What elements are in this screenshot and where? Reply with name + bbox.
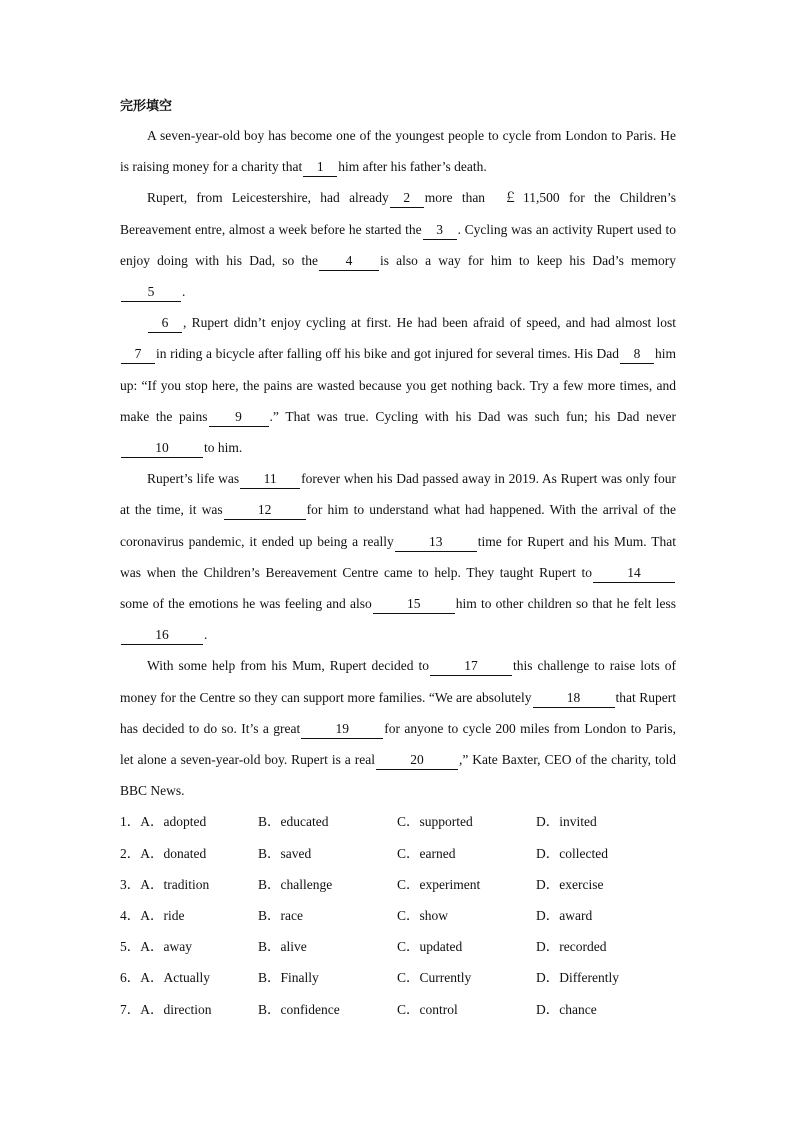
- option-text: A．donated: [140, 845, 207, 861]
- option-1-a[interactable]: [120, 806, 258, 837]
- option-1-b[interactable]: [258, 806, 397, 837]
- option-2-d[interactable]: [536, 838, 675, 869]
- blank-12[interactable]: 12: [224, 501, 306, 520]
- option-5-c[interactable]: [397, 931, 536, 962]
- passage-text: more than ￡11,500 for the Children’s Bereavement entre, almost a week before he started the: [120, 190, 676, 237]
- option-7-c[interactable]: [397, 994, 536, 1025]
- passage-text: With some help from his Mum, Rupert decided to: [147, 658, 430, 674]
- question-number: 7．: [120, 1001, 141, 1017]
- option-text: D．exercise: [536, 876, 604, 892]
- passage-text: for him to understand what had happened. With the arrival of the coronavirus pandemic, it ended up being a really: [120, 502, 676, 549]
- blank-2[interactable]: 2: [390, 189, 424, 208]
- blank-20[interactable]: 20: [376, 751, 458, 770]
- option-5-d[interactable]: [536, 931, 675, 962]
- option-text: C．earned: [397, 845, 456, 861]
- passage-text: for anyone to cycle 200 miles from London to Paris, let alone a seven-year-old boy. Rupert is a real: [120, 720, 676, 768]
- passage-text: him after his father’s death.: [338, 159, 487, 175]
- question-number: 3．: [120, 876, 141, 892]
- passage-text: some of the emotions he was feeling and also: [120, 596, 372, 612]
- option-3-a[interactable]: [120, 869, 258, 900]
- passage-paragraph: [120, 307, 676, 463]
- passage-text: in riding a bicycle after falling off his bike and got injured for several times. His Dad: [156, 346, 619, 362]
- option-text: A．ride: [140, 908, 185, 924]
- blank-19[interactable]: 19: [301, 720, 383, 739]
- option-7-a[interactable]: [120, 994, 258, 1025]
- passage-text: to him.: [204, 440, 243, 456]
- option-text: A．Actually: [140, 970, 210, 986]
- option-text: C．updated: [397, 939, 463, 955]
- blank-16[interactable]: 16: [121, 626, 203, 645]
- passage-text: , Rupert didn’t enjoy cycling at first. He had been afraid of speed, and had almost lost: [183, 315, 676, 331]
- passage-text: .: [204, 627, 208, 643]
- option-6-b[interactable]: [258, 962, 397, 993]
- question-number: 2．: [120, 845, 141, 861]
- blank-15[interactable]: 15: [373, 595, 455, 614]
- option-7-b[interactable]: [258, 994, 397, 1025]
- answer-options: [120, 806, 676, 1024]
- blank-4[interactable]: 4: [319, 252, 379, 271]
- passage-text: him up: “If you stop here, the pains are wasted because you get nothing back. Try a few more times, and make the pains: [120, 346, 676, 424]
- option-text: D．recorded: [536, 939, 607, 955]
- option-text: B．confidence: [258, 1001, 340, 1017]
- blank-9[interactable]: 9: [209, 408, 269, 427]
- document-page: [120, 96, 676, 1025]
- passage-paragraph: [120, 650, 676, 806]
- option-5-a[interactable]: [120, 931, 258, 962]
- option-text: D．Differently: [536, 970, 619, 986]
- option-text: A．away: [140, 939, 192, 955]
- option-text: C．show: [397, 908, 449, 924]
- passage-paragraph: [120, 120, 676, 182]
- blank-13[interactable]: 13: [395, 533, 477, 552]
- passage-text: . Cycling was an activity Rupert used to enjoy doing with his Dad, so the: [120, 221, 676, 268]
- question-number: 6．: [120, 970, 141, 986]
- option-text: A．tradition: [140, 876, 210, 892]
- blank-18[interactable]: 18: [533, 689, 615, 708]
- option-2-c[interactable]: [397, 838, 536, 869]
- section-heading: 完形填空: [120, 99, 173, 114]
- question-row: [120, 994, 676, 1025]
- blank-5[interactable]: 5: [121, 283, 181, 302]
- question-number: 5．: [120, 939, 141, 955]
- question-row: [120, 900, 676, 931]
- blank-10[interactable]: 10: [121, 439, 203, 458]
- option-text: C．control: [397, 1001, 458, 1017]
- option-3-d[interactable]: [536, 869, 675, 900]
- question-number: 1．: [120, 814, 141, 830]
- option-text: C．Currently: [397, 970, 472, 986]
- blank-14[interactable]: 14: [593, 564, 675, 583]
- passage-paragraph: [120, 463, 676, 650]
- blank-6[interactable]: 6: [148, 314, 182, 333]
- option-2-b[interactable]: [258, 838, 397, 869]
- option-text: D．chance: [536, 1001, 597, 1017]
- blank-17[interactable]: 17: [430, 657, 512, 676]
- option-text: B．race: [258, 908, 303, 924]
- option-7-d[interactable]: [536, 994, 675, 1025]
- question-row: [120, 838, 676, 869]
- option-4-c[interactable]: [397, 900, 536, 931]
- option-3-c[interactable]: [397, 869, 536, 900]
- option-4-d[interactable]: [536, 900, 675, 931]
- option-6-c[interactable]: [397, 962, 536, 993]
- passage-paragraph: [120, 182, 676, 307]
- passage-text: .: [182, 284, 186, 300]
- option-6-a[interactable]: [120, 962, 258, 993]
- option-text: B．saved: [258, 845, 312, 861]
- option-1-c[interactable]: [397, 806, 536, 837]
- passage-text: .” That was true. Cycling with his Dad was such fun; his Dad never: [269, 408, 676, 424]
- option-4-a[interactable]: [120, 900, 258, 931]
- blank-7[interactable]: 7: [121, 345, 155, 364]
- question-row: [120, 806, 676, 837]
- passage-text: is also a way for him to keep his Dad’s memory: [379, 252, 676, 268]
- cloze-passage: [120, 120, 676, 806]
- option-text: B．Finally: [258, 970, 319, 986]
- blank-11[interactable]: 11: [240, 470, 300, 489]
- question-row: [120, 931, 676, 962]
- option-text: B．alive: [258, 939, 307, 955]
- option-3-b[interactable]: [258, 869, 397, 900]
- blank-8[interactable]: 8: [620, 345, 654, 364]
- passage-text: time for Rupert and his Mum. That was when the Children’s Bereavement Centre came to help. They taught Rupert to: [120, 533, 676, 580]
- option-5-b[interactable]: [258, 931, 397, 962]
- option-2-a[interactable]: [120, 838, 258, 869]
- passage-text: ,” Kate Baxter, CEO of the charity, told BBC News.: [120, 752, 676, 799]
- option-text: D．award: [536, 908, 593, 924]
- option-text: D．collected: [536, 845, 608, 861]
- option-text: B．challenge: [258, 876, 333, 892]
- option-6-d[interactable]: [536, 962, 675, 993]
- option-text: D．invited: [536, 814, 597, 830]
- blank-1[interactable]: 1: [303, 158, 337, 177]
- passage-text: that Rupert has decided to do so. It’s a great: [120, 689, 676, 736]
- option-text: C．supported: [397, 814, 473, 830]
- question-number: 4．: [120, 908, 141, 924]
- question-row: [120, 962, 676, 993]
- passage-text: forever when his Dad passed away in 2019. As Rupert was only four at the time, it was: [120, 471, 676, 518]
- option-4-b[interactable]: [258, 900, 397, 931]
- option-text: B．educated: [258, 814, 329, 830]
- passage-text: A seven-year-old boy has become one of the youngest people to cycle from London to Paris. He is raising money for a charity that: [120, 128, 676, 175]
- question-row: [120, 869, 676, 900]
- option-1-d[interactable]: [536, 806, 675, 837]
- option-text: A．direction: [140, 1001, 212, 1017]
- passage-text: him to other children so that he felt less: [455, 596, 676, 612]
- option-text: C．experiment: [397, 876, 481, 892]
- passage-text: Rupert’s life was: [147, 471, 240, 487]
- passage-text: this challenge to raise lots of money for the Centre so they can support more families. “We are absolutely: [120, 658, 676, 705]
- passage-text: Rupert, from Leicestershire, had already: [147, 190, 389, 206]
- blank-3[interactable]: 3: [423, 221, 457, 240]
- option-text: A．adopted: [140, 814, 207, 830]
